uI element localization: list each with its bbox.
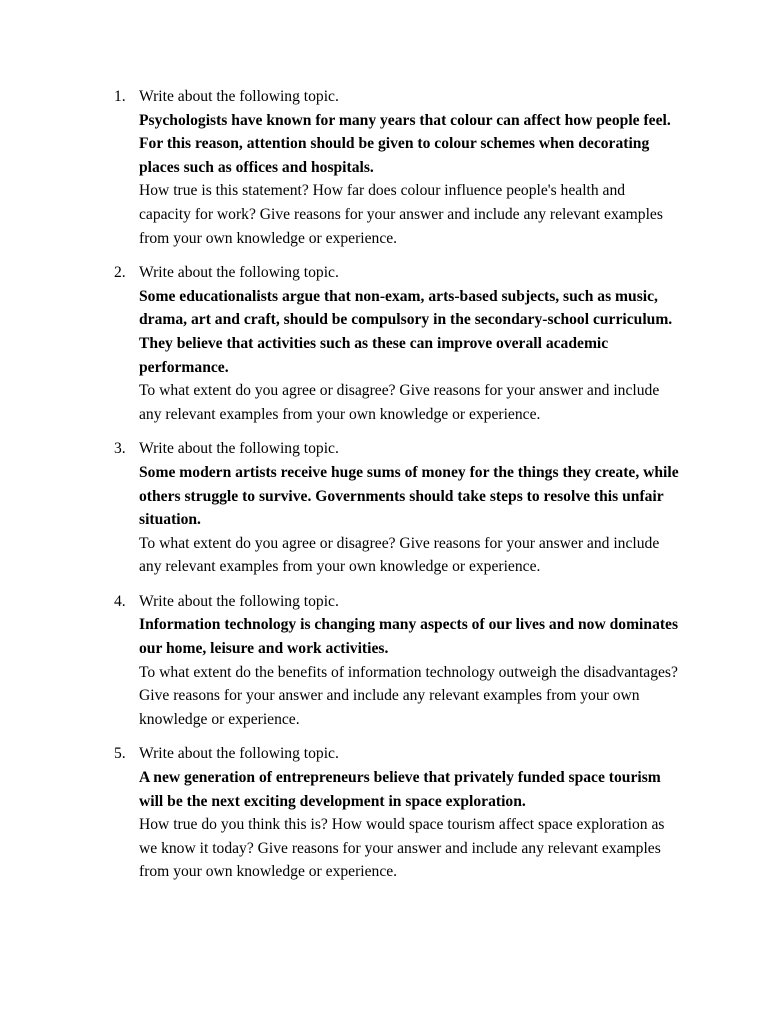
list-item	[0, 85, 768, 250]
list-item	[0, 261, 768, 426]
list-item	[0, 437, 768, 579]
item-statement: Information technology is changing many aspects of our lives and now dominates our home, leisure and work activities.	[139, 616, 679, 658]
item-question: How true is this statement? How far does colour influence people's health and capacity for work? Give reasons for your answer and include any relevant examples from your own knowledge or experience.	[139, 182, 663, 247]
item-number: 5.	[114, 745, 126, 763]
list-item	[0, 742, 768, 884]
list-item	[0, 590, 768, 732]
item-question: How true do you think this is? How would space tourism affect space exploration as we know it today? Give reasons for your answer and include any relevant examples from your own knowledge or experience.	[139, 816, 665, 881]
item-question: To what extent do you agree or disagree? Give reasons for your answer and include any relevant examples from your own knowledge or experience.	[139, 534, 660, 576]
item-number: 2.	[114, 264, 126, 282]
item-intro: Write about the following topic.	[139, 88, 339, 105]
item-question: To what extent do you agree or disagree? Give reasons for your answer and include any relevant examples from your own knowledge or experience.	[139, 382, 660, 423]
item-intro: Write about the following topic.	[139, 440, 339, 458]
item-number: 1.	[114, 88, 126, 105]
item-number: 4.	[114, 592, 126, 610]
item-statement: Psychologists have known for many years that colour can affect how people feel. For this reason, attention should be given to colour schemes when decorating places such as offices and hospitals.	[139, 111, 671, 176]
item-statement: A new generation of entrepreneurs believe that privately funded space tourism will be the next exciting development in space exploration.	[139, 769, 661, 810]
item-number: 3.	[114, 440, 126, 458]
item-question: To what extent do the benefits of information technology outweigh the disadvantages? Give reasons for your answer and include any relevant examples from your own knowledge or experience.	[139, 663, 678, 728]
item-intro: Write about the following topic.	[139, 745, 339, 763]
document-body	[0, 85, 768, 895]
item-statement: Some educationalists argue that non-exam, arts-based subjects, such as music, drama, art and craft, should be compulsory in the secondary-school curriculum. They believe that activities such as these can improve overall academic performance.	[139, 287, 673, 376]
item-intro: Write about the following topic.	[139, 264, 339, 282]
item-intro: Write about the following topic.	[139, 592, 339, 610]
item-statement: Some modern artists receive huge sums of money for the things they create, while others struggle to survive. Governments should take steps to resolve this unfair situation.	[139, 463, 679, 529]
